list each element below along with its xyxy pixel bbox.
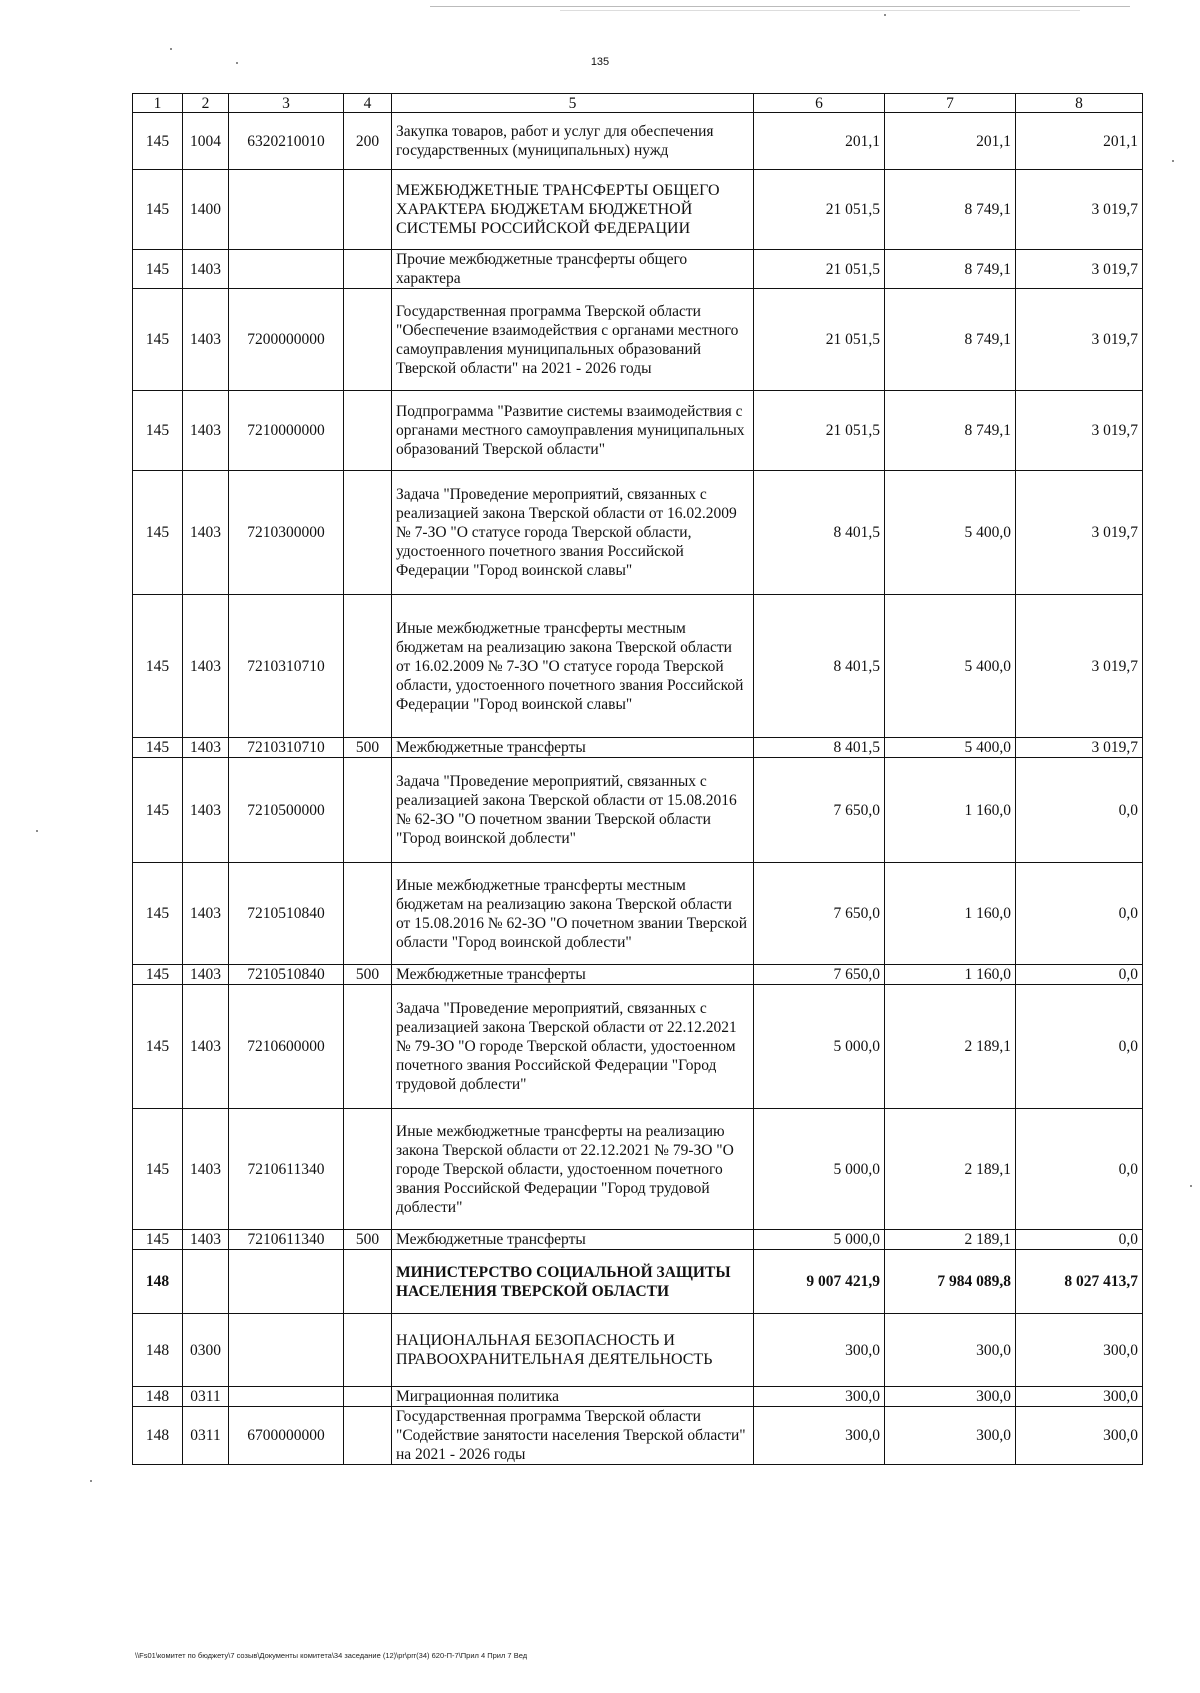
table-row [133,1407,1143,1465]
admin-code-cell: 145 [133,965,183,985]
target-article-cell: 7210300000 [229,471,344,595]
expense-type-cell [344,170,392,250]
section-code-cell: 1403 [183,738,229,758]
header-cell: 5 [392,94,754,113]
table-row [133,1109,1143,1230]
admin-code-cell: 145 [133,113,183,170]
amount-col7-cell: 1 160,0 [885,758,1016,863]
amount-col6-cell: 7 650,0 [754,965,885,985]
section-code-cell: 1403 [183,985,229,1109]
target-article-cell: 7210510840 [229,863,344,965]
description-cell: Подпрограмма "Развитие системы взаимодействия с органами местного самоуправления муниципальных образований Тверской области" [392,391,754,471]
amount-col6-cell: 8 401,5 [754,738,885,758]
admin-code-cell: 145 [133,391,183,471]
amount-col8-cell: 0,0 [1016,863,1143,965]
admin-code-cell: 148 [133,1250,183,1314]
target-article-cell: 7210510840 [229,965,344,985]
target-article-cell: 7200000000 [229,289,344,391]
target-article-cell [229,1387,344,1407]
target-article-cell: 6320210010 [229,113,344,170]
expense-type-cell [344,595,392,738]
amount-col7-cell: 300,0 [885,1314,1016,1387]
header-cell: 6 [754,94,885,113]
amount-col8-cell: 3 019,7 [1016,289,1143,391]
description-cell: Миграционная политика [392,1387,754,1407]
table-row [133,738,1143,758]
description-cell: Межбюджетные трансферты [392,1230,754,1250]
amount-col6-cell: 300,0 [754,1407,885,1465]
amount-col8-cell: 0,0 [1016,985,1143,1109]
expense-type-cell [344,758,392,863]
page-number: 135 [590,56,610,68]
amount-col6-cell: 300,0 [754,1314,885,1387]
section-code-cell: 1403 [183,863,229,965]
target-article-cell: 7210500000 [229,758,344,863]
section-code-cell: 1403 [183,471,229,595]
description-cell: Задача "Проведение мероприятий, связанных с реализацией закона Тверской области от 22.12.2021 № 79-ЗО "О городе Тверской области, удостоенном почетного звания Российской Федерации "Город трудовой доблести" [392,985,754,1109]
table-row [133,289,1143,391]
expense-type-cell: 200 [344,113,392,170]
amount-col6-cell: 21 051,5 [754,170,885,250]
section-code-cell: 0300 [183,1314,229,1387]
amount-col7-cell: 300,0 [885,1407,1016,1465]
description-cell: МЕЖБЮДЖЕТНЫЕ ТРАНСФЕРТЫ ОБЩЕГО ХАРАКТЕРА БЮДЖЕТАМ БЮДЖЕТНОЙ СИСТЕМЫ РОССИЙСКОЙ ФЕДЕРАЦИИ [392,170,754,250]
section-code-cell [183,1250,229,1314]
amount-col8-cell: 3 019,7 [1016,471,1143,595]
table-row [133,113,1143,170]
section-code-cell: 1004 [183,113,229,170]
amount-col7-cell: 2 189,1 [885,1230,1016,1250]
scan-speck [170,48,172,50]
admin-code-cell: 148 [133,1314,183,1387]
admin-code-cell: 145 [133,595,183,738]
expense-type-cell [344,1387,392,1407]
table-row [133,985,1143,1109]
amount-col7-cell: 8 749,1 [885,289,1016,391]
amount-col8-cell: 0,0 [1016,758,1143,863]
section-code-cell: 0311 [183,1387,229,1407]
amount-col6-cell: 8 401,5 [754,471,885,595]
table-row [133,863,1143,965]
amount-col7-cell: 2 189,1 [885,1109,1016,1230]
admin-code-cell: 145 [133,863,183,965]
amount-col7-cell: 7 984 089,8 [885,1250,1016,1314]
expense-type-cell [344,1314,392,1387]
header-cell: 8 [1016,94,1143,113]
expense-type-cell [344,1407,392,1465]
amount-col7-cell: 8 749,1 [885,250,1016,289]
amount-col8-cell: 300,0 [1016,1407,1143,1465]
expense-type-cell [344,471,392,595]
target-article-cell [229,170,344,250]
amount-col8-cell: 3 019,7 [1016,170,1143,250]
admin-code-cell: 145 [133,250,183,289]
amount-col8-cell: 3 019,7 [1016,738,1143,758]
section-code-cell: 1403 [183,1230,229,1250]
scan-speck [1172,160,1174,162]
expense-type-cell [344,1250,392,1314]
expense-type-cell [344,863,392,965]
amount-col8-cell: 300,0 [1016,1387,1143,1407]
amount-col6-cell: 300,0 [754,1387,885,1407]
admin-code-cell: 145 [133,1230,183,1250]
amount-col7-cell: 5 400,0 [885,595,1016,738]
description-cell: Иные межбюджетные трансферты на реализацию закона Тверской области от 22.12.2021 № 79-ЗО "О городе Тверской области, удостоенном почетного звания Российской Федерации "Город трудовой доблести" [392,1109,754,1230]
expense-type-cell: 500 [344,738,392,758]
scan-speck [884,14,886,16]
section-code-cell: 1403 [183,391,229,471]
amount-col6-cell: 7 650,0 [754,863,885,965]
section-code-cell: 1403 [183,758,229,863]
description-cell: Задача "Проведение мероприятий, связанных с реализацией закона Тверской области от 15.08.2016 № 62-ЗО "О почетном звании Тверской области "Город воинской доблести" [392,758,754,863]
amount-col7-cell: 8 749,1 [885,391,1016,471]
amount-col8-cell: 0,0 [1016,1230,1143,1250]
amount-col6-cell: 21 051,5 [754,289,885,391]
admin-code-cell: 148 [133,1387,183,1407]
admin-code-cell: 145 [133,471,183,595]
amount-col6-cell: 9 007 421,9 [754,1250,885,1314]
description-cell: МИНИСТЕРСТВО СОЦИАЛЬНОЙ ЗАЩИТЫ НАСЕЛЕНИЯ ТВЕРСКОЙ ОБЛАСТИ [392,1250,754,1314]
section-code-cell: 1403 [183,595,229,738]
amount-col8-cell: 0,0 [1016,1109,1143,1230]
amount-col6-cell: 7 650,0 [754,758,885,863]
admin-code-cell: 145 [133,170,183,250]
header-cell: 4 [344,94,392,113]
expense-type-cell [344,289,392,391]
expense-type-cell [344,250,392,289]
scan-speck [236,62,238,64]
amount-col7-cell: 5 400,0 [885,471,1016,595]
amount-col7-cell: 8 749,1 [885,170,1016,250]
header-cell: 1 [133,94,183,113]
amount-col6-cell: 5 000,0 [754,985,885,1109]
admin-code-cell: 145 [133,289,183,391]
target-article-cell: 7210310710 [229,738,344,758]
target-article-cell [229,1250,344,1314]
scan-speck [90,1480,92,1482]
expense-type-cell [344,1109,392,1230]
target-article-cell [229,1314,344,1387]
description-cell: Закупка товаров, работ и услуг для обеспечения государственных (муниципальных) нужд [392,113,754,170]
target-article-cell: 7210611340 [229,1230,344,1250]
amount-col8-cell: 300,0 [1016,1314,1143,1387]
table-row [133,391,1143,471]
table-row [133,595,1143,738]
section-code-cell: 1400 [183,170,229,250]
amount-col6-cell: 21 051,5 [754,250,885,289]
column-number-header [133,94,1143,113]
amount-col8-cell: 3 019,7 [1016,595,1143,738]
amount-col8-cell: 3 019,7 [1016,391,1143,471]
admin-code-cell: 145 [133,758,183,863]
table-row [133,250,1143,289]
description-cell: Государственная программа Тверской области "Обеспечение взаимодействия с органами местного самоуправления муниципальных образований Тверской области" на 2021 - 2026 годы [392,289,754,391]
target-article-cell: 7210000000 [229,391,344,471]
amount-col8-cell: 201,1 [1016,113,1143,170]
expense-type-cell [344,985,392,1109]
amount-col6-cell: 201,1 [754,113,885,170]
amount-col8-cell: 3 019,7 [1016,250,1143,289]
description-cell: НАЦИОНАЛЬНАЯ БЕЗОПАСНОСТЬ И ПРАВООХРАНИТЕЛЬНАЯ ДЕЯТЕЛЬНОСТЬ [392,1314,754,1387]
amount-col6-cell: 5 000,0 [754,1109,885,1230]
amount-col7-cell: 1 160,0 [885,965,1016,985]
budget-table [132,93,1143,1465]
description-cell: Задача "Проведение мероприятий, связанных с реализацией закона Тверской области от 16.02.2009 № 7-ЗО "О статусе города Тверской области, удостоенного почетного звания Российской Федерации "Город воинской славы" [392,471,754,595]
expense-type-cell: 500 [344,1230,392,1250]
section-code-cell: 1403 [183,250,229,289]
admin-code-cell: 148 [133,1407,183,1465]
amount-col7-cell: 5 400,0 [885,738,1016,758]
expense-type-cell [344,391,392,471]
description-cell: Иные межбюджетные трансферты местным бюджетам на реализацию закона Тверской области от 16.02.2009 № 7-ЗО "О статусе города Тверской области, удостоенного почетного звания Российской Федерации "Город воинской славы" [392,595,754,738]
table-row [133,471,1143,595]
admin-code-cell: 145 [133,1109,183,1230]
description-cell: Межбюджетные трансферты [392,965,754,985]
amount-col7-cell: 201,1 [885,113,1016,170]
expense-type-cell: 500 [344,965,392,985]
table-row [133,1314,1143,1387]
target-article-cell: 7210611340 [229,1109,344,1230]
target-article-cell: 6700000000 [229,1407,344,1465]
section-code-cell: 1403 [183,289,229,391]
amount-col6-cell: 8 401,5 [754,595,885,738]
footer-file-path: \\Fs01\комитет по бюджету\7 созыв\Документы комитета\34 заседание (12)\pr\prr(34) 620-П-7\Прил 4 Прил 7 Вед [135,1651,528,1660]
amount-col7-cell: 2 189,1 [885,985,1016,1109]
section-code-cell: 1403 [183,965,229,985]
header-cell: 2 [183,94,229,113]
scan-edge-line [430,6,1130,7]
target-article-cell: 7210600000 [229,985,344,1109]
amount-col7-cell: 300,0 [885,1387,1016,1407]
header-cell: 7 [885,94,1016,113]
table-row [133,965,1143,985]
table-row [133,1230,1143,1250]
amount-col6-cell: 5 000,0 [754,1230,885,1250]
target-article-cell: 7210310710 [229,595,344,738]
scan-speck [1190,1185,1192,1187]
section-code-cell: 0311 [183,1407,229,1465]
description-cell: Прочие межбюджетные трансферты общего характера [392,250,754,289]
scan-speck [36,830,38,832]
amount-col7-cell: 1 160,0 [885,863,1016,965]
amount-col6-cell: 21 051,5 [754,391,885,471]
description-cell: Межбюджетные трансферты [392,738,754,758]
table-row [133,1250,1143,1314]
amount-col8-cell: 8 027 413,7 [1016,1250,1143,1314]
table-body [133,94,1143,1465]
description-cell: Государственная программа Тверской области "Содействие занятости населения Тверской области" на 2021 - 2026 годы [392,1407,754,1465]
description-cell: Иные межбюджетные трансферты местным бюджетам на реализацию закона Тверской области от 15.08.2016 № 62-ЗО "О почетном звании Тверской области "Город воинской доблести" [392,863,754,965]
amount-col8-cell: 0,0 [1016,965,1143,985]
admin-code-cell: 145 [133,985,183,1109]
table-row [133,758,1143,863]
admin-code-cell: 145 [133,738,183,758]
scan-edge-line [560,10,1080,11]
target-article-cell [229,250,344,289]
section-code-cell: 1403 [183,1109,229,1230]
table-row [133,170,1143,250]
header-cell: 3 [229,94,344,113]
table-row [133,1387,1143,1407]
